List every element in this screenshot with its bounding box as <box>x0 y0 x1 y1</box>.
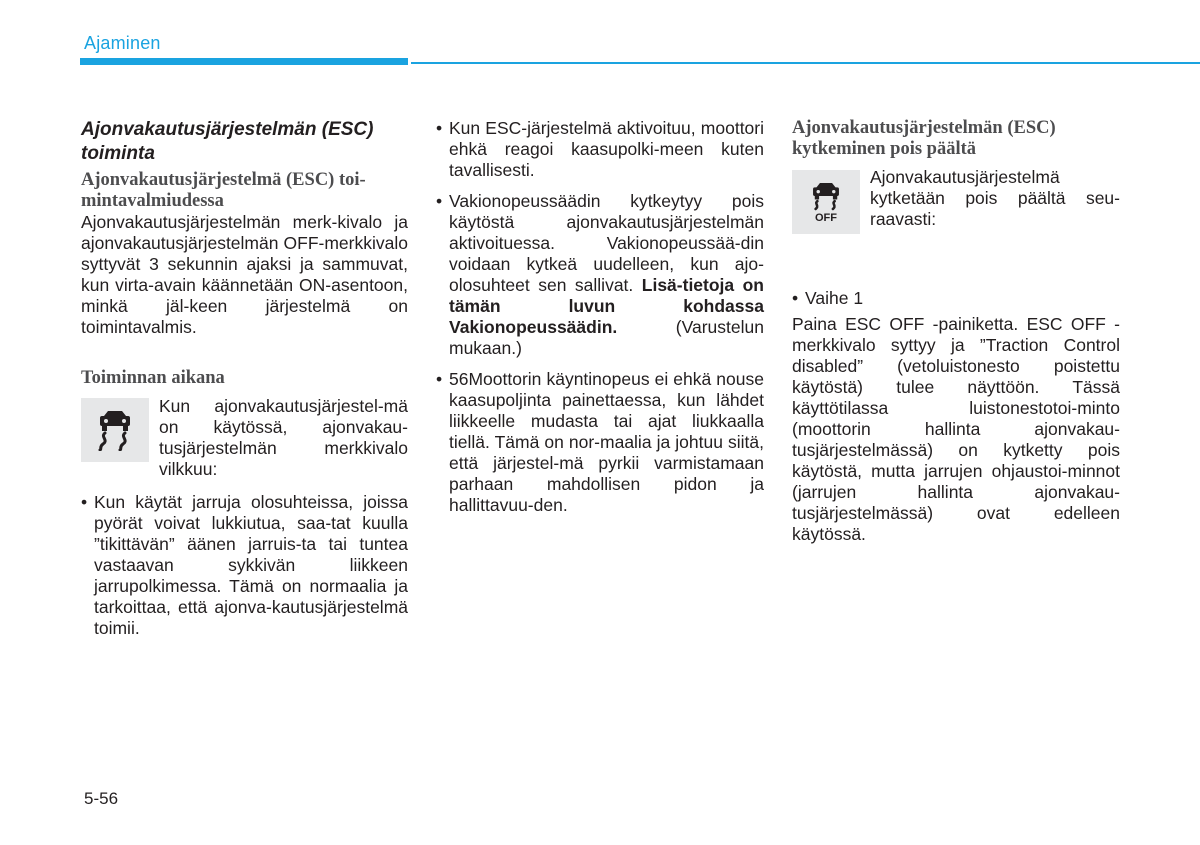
esc-off-icon <box>792 170 860 234</box>
esc-off-heading: Ajonvakautusjärjestelmän (ESC) kytkeminen pois päältä <box>792 118 1056 159</box>
cruise-text: Vakionopeussäädin kytkeytyy pois käytöstä ajonvakautusjärjestelmän aktivoituessa. Vakionopeussää-din voidaan kytkeä uudelleen, kun ajo-olosuhteet sen sallivat. <box>449 191 764 295</box>
esc-skid-icon <box>81 398 149 462</box>
column-1 <box>81 118 408 639</box>
esc-ready-paragraph: Ajonvakautusjärjestelmän merk-kivalo ja ajonvakautusjärjestelmän OFF-merkkivalo syttyvät 3 sekunnin ajaksi ja sammuvat, kun virta-avain käännetään ON-asentoon, minkä jäl-keen järjestelmä on toimintavalmis. <box>81 212 408 337</box>
esc-operation-heading: Ajonvakautusjärjestelmän (ESC) toiminta <box>81 119 374 164</box>
esc-indicator-text: Kun ajonvakautusjärjestel-mä on käytössä, ajonvakau-tusjärjestelmän merkkivalo vilkkuu: <box>159 396 408 479</box>
column-3 <box>792 118 1120 545</box>
column-2 <box>436 118 764 516</box>
section-title: Ajaminen <box>84 33 161 53</box>
equipment-note: (Varustelun mukaan.) <box>449 317 764 358</box>
header-rule-thick <box>80 58 408 65</box>
during-operation-subheading: Toiminnan aikana <box>81 368 225 388</box>
off-label: OFF <box>815 211 837 224</box>
col2-bullets <box>436 118 764 516</box>
col3-bullets <box>792 288 1120 309</box>
cruise-reference-bold: Lisä-tietoja on tämän luvun kohdassa Vakionopeussäädin. <box>449 275 764 337</box>
list-item: • Kun käytät jarruja olosuhteissa, joissa pyörät voivat lukkiutua, saa-tat kuulla ”tikittävän” äänen jarruis-ta tai tuntea vastaavan sykkivän liikkeen jarrupolkimessa. Tämä on normaalia ja tarkoittaa, että ajonva-kautusjärjestelmä toimii. <box>81 492 408 639</box>
header-rule-thin <box>411 62 1200 64</box>
col1-bullets <box>81 492 408 639</box>
list-item: • 56Moottorin käyntinopeus ei ehkä nouse kaasupoljinta painettaessa, kun lähdet liikkeelle mudasta tai ajat liukkaalla tiellä. Tämä on nor-maalia ja johtuu siitä, että järjestel-mä pyrkii varmistamaan parhaan mahdollisen pidon ja hallittavuu-den. <box>436 369 764 516</box>
esc-off-text: Ajonvakautusjärjestelmä kytketään pois päältä seu-raavasti: <box>870 167 1120 229</box>
list-item: • Vaihe 1 <box>792 288 1120 309</box>
page-number: 5-56 <box>84 789 119 808</box>
list-item <box>436 191 764 359</box>
esc-off-row <box>792 167 1120 234</box>
esc-ready-subheading: Ajonvakautusjärjestelmä (ESC) toi-mintavalmiudessa <box>81 170 366 211</box>
esc-indicator-row <box>81 396 408 480</box>
list-item: • Kun ESC-järjestelmä aktivoituu, moottori ehkä reagoi kaasupolki-meen kuten tavallisesti. <box>436 118 764 181</box>
esc-off-paragraph: Paina ESC OFF -painiketta. ESC OFF -merkkivalo syttyy ja ”Traction Control disabled” (vetoluistonesto poistettu käytöstä) tulee näyttöön. Tässä käyttötilassa luistonestotoi-minto (moottorin hallinta ajonvakau-tusjärjestelmässä) on kytketty pois käytöstä, mutta jarrujen ohjaustoi-minnot (jarrujen hallinta ajonvakau-tusjärjestelmässä) ovat edelleen käytössä. <box>792 314 1120 544</box>
